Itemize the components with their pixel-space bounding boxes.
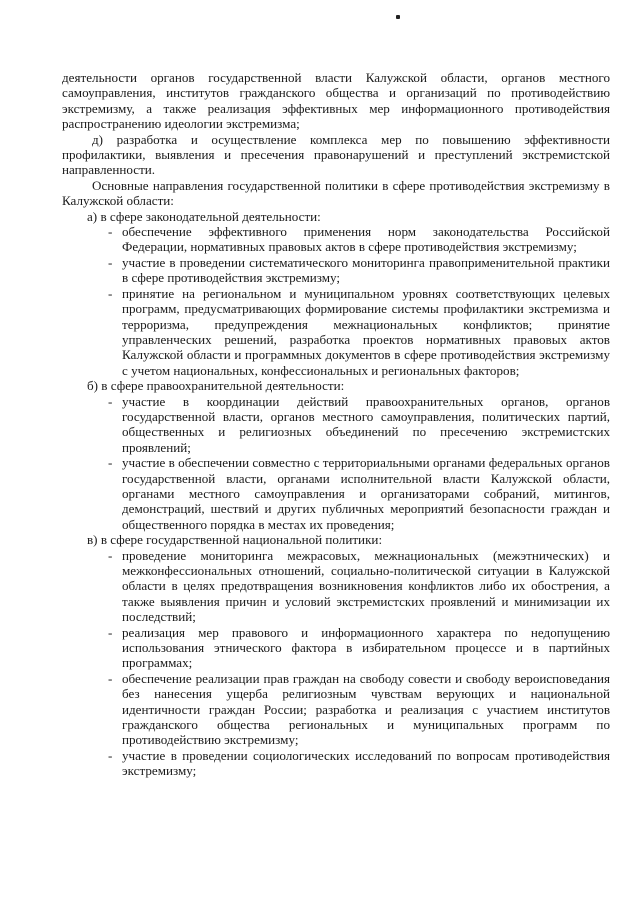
section-heading-law-enforcement: б) в сфере правоохранительной деятельности: <box>87 378 345 394</box>
list-item: - участие в проведении систематического мониторинга правоприменительной практики в сфере противодействия экстремизму; <box>122 255 610 286</box>
list-item: - обеспечение реализации прав граждан на свободу совести и свободу вероисповедания без нанесения ущерба религиозным чувствам верующих и национальной идентичности граждан России; разработка и реализация с участием институтов гражданского общества региональных и муниципальных программ по противодействию экстремизму; <box>122 671 610 748</box>
list-item: - обеспечение эффективного применения норм законодательства Российской Федерации, нормативных правовых актов в сфере противодействия экстремизму; <box>122 224 610 255</box>
section-heading-legislative: а) в сфере законодательной деятельности: <box>87 208 321 224</box>
paragraph-main-directions: Основные направления государственной политики в сфере противодействия экстремизму в Калужской области: <box>62 177 610 209</box>
list-item: - участие в координации действий правоохранительных органов, органов государственной власти, органов местного самоуправления, политических партий, общественных и религиозных объединений по пресечению экстремистских проявлений; <box>122 394 610 456</box>
list-item: - участие в проведении социологических исследований по вопросам противодействия экстремизму; <box>122 748 610 779</box>
paragraph-d: д) разработка и осуществление комплекса мер по повышению эффективности профилактики, выявления и пресечения правонарушений и преступлений экстремистской направленности. <box>62 131 610 178</box>
paragraph-continuation: деятельности органов государственной власти Калужской области, органов местного самоуправления, институтов гражданского общества и организаций по противодействию экстремизму, а также реализация эффективных мер информационного противодействия распространению идеологии экстремизма; <box>62 70 610 132</box>
scan-speck <box>396 15 400 19</box>
list-law-enforcement <box>62 394 610 533</box>
list-item: - реализация мер правового и информационного характера по недопущению использования этнического фактора в избирательном процессе и в партийных программах; <box>122 625 610 671</box>
list-item: - участие в обеспечении совместно с территориальными органами федеральных органов государственной власти, органами исполнительной власти Калужской области, органами местного самоуправления и организаторами собраний, митингов, демонстраций, шествий и других публичных мероприятий безопасности граждан и общественного порядка в местах их проведения; <box>122 455 610 532</box>
list-item: - проведение мониторинга межрасовых, межнациональных (межэтнических) и межконфессиональных отношений, социально-политической ситуации в Калужской области в целях предотвращения возникновения конфликтов либо их обострения, а также выявления причин и условий экстремистских проявлений и минимизации их последствий; <box>122 548 610 625</box>
document-body <box>62 70 610 779</box>
list-item: - принятие на региональном и муниципальном уровнях соответствующих целевых программ, предусматривающих формирование системы профилактики экстремизма и терроризма, предупреждения межнациональных конфликтов; принятие управленческих решений, разработка проектов нормативных правовых актов Калужской области и программных документов в сфере противодействия экстремизму с учетом национальных, конфессиональных и региональных факторов; <box>122 286 610 378</box>
section-heading-national-policy: в) в сфере государственной национальной политики: <box>87 532 383 548</box>
list-legislative <box>62 224 610 378</box>
list-national-policy <box>62 548 610 779</box>
